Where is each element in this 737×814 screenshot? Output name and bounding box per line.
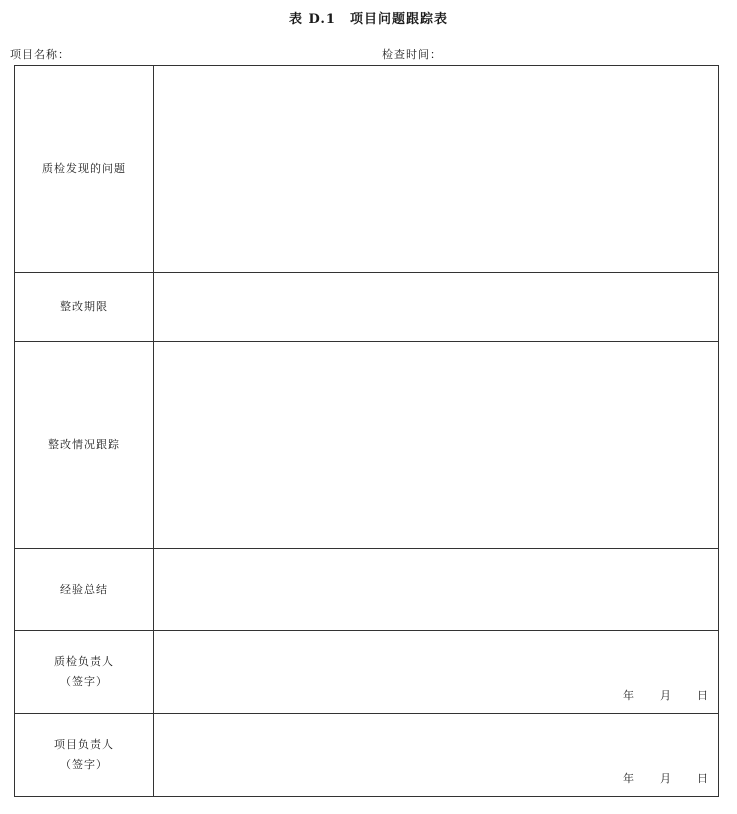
project-manager-title: 项目负责人	[54, 738, 114, 751]
qc-supervisor-title: 质检负责人	[54, 655, 114, 668]
deadline-content[interactable]	[154, 273, 719, 342]
qc-date-day: 日	[697, 689, 708, 702]
issues-found-label: 质检发现的问题	[15, 66, 154, 273]
lessons-learned-label: 经验总结	[15, 549, 154, 631]
pm-signature-hint: （签字）	[60, 758, 108, 771]
deadline-label: 整改期限	[15, 273, 154, 342]
table-row-lessons-learned	[15, 549, 719, 631]
qc-date-month: 月	[660, 689, 671, 702]
document-title: 表 D.1 项目问题跟踪表	[289, 12, 448, 27]
qc-supervisor-label	[15, 631, 154, 714]
table-row-qc-signature	[15, 631, 719, 714]
project-manager-label	[15, 714, 154, 797]
pm-date-day: 日	[697, 772, 708, 785]
table-row-pm-signature	[15, 714, 719, 797]
pm-date-year: 年	[623, 772, 634, 785]
pm-date-month: 月	[660, 772, 671, 785]
table-row-deadline	[15, 273, 719, 342]
qc-date-line	[623, 687, 708, 703]
issues-found-content[interactable]	[154, 66, 719, 273]
project-name-label: 项目名称：	[10, 48, 70, 61]
check-time-label: 检查时间：	[382, 48, 442, 61]
qc-date-year: 年	[623, 689, 634, 702]
issue-tracking-table	[14, 65, 719, 797]
lessons-learned-content[interactable]	[154, 549, 719, 631]
pm-signature-content[interactable]	[154, 714, 719, 797]
pm-date-line	[623, 770, 708, 786]
rectification-tracking-content[interactable]	[154, 342, 719, 549]
table-row-issues-found	[15, 66, 719, 273]
table-row-rectification-tracking	[15, 342, 719, 549]
rectification-tracking-label: 整改情况跟踪	[15, 342, 154, 549]
qc-signature-hint: （签字）	[60, 675, 108, 688]
qc-signature-content[interactable]	[154, 631, 719, 714]
